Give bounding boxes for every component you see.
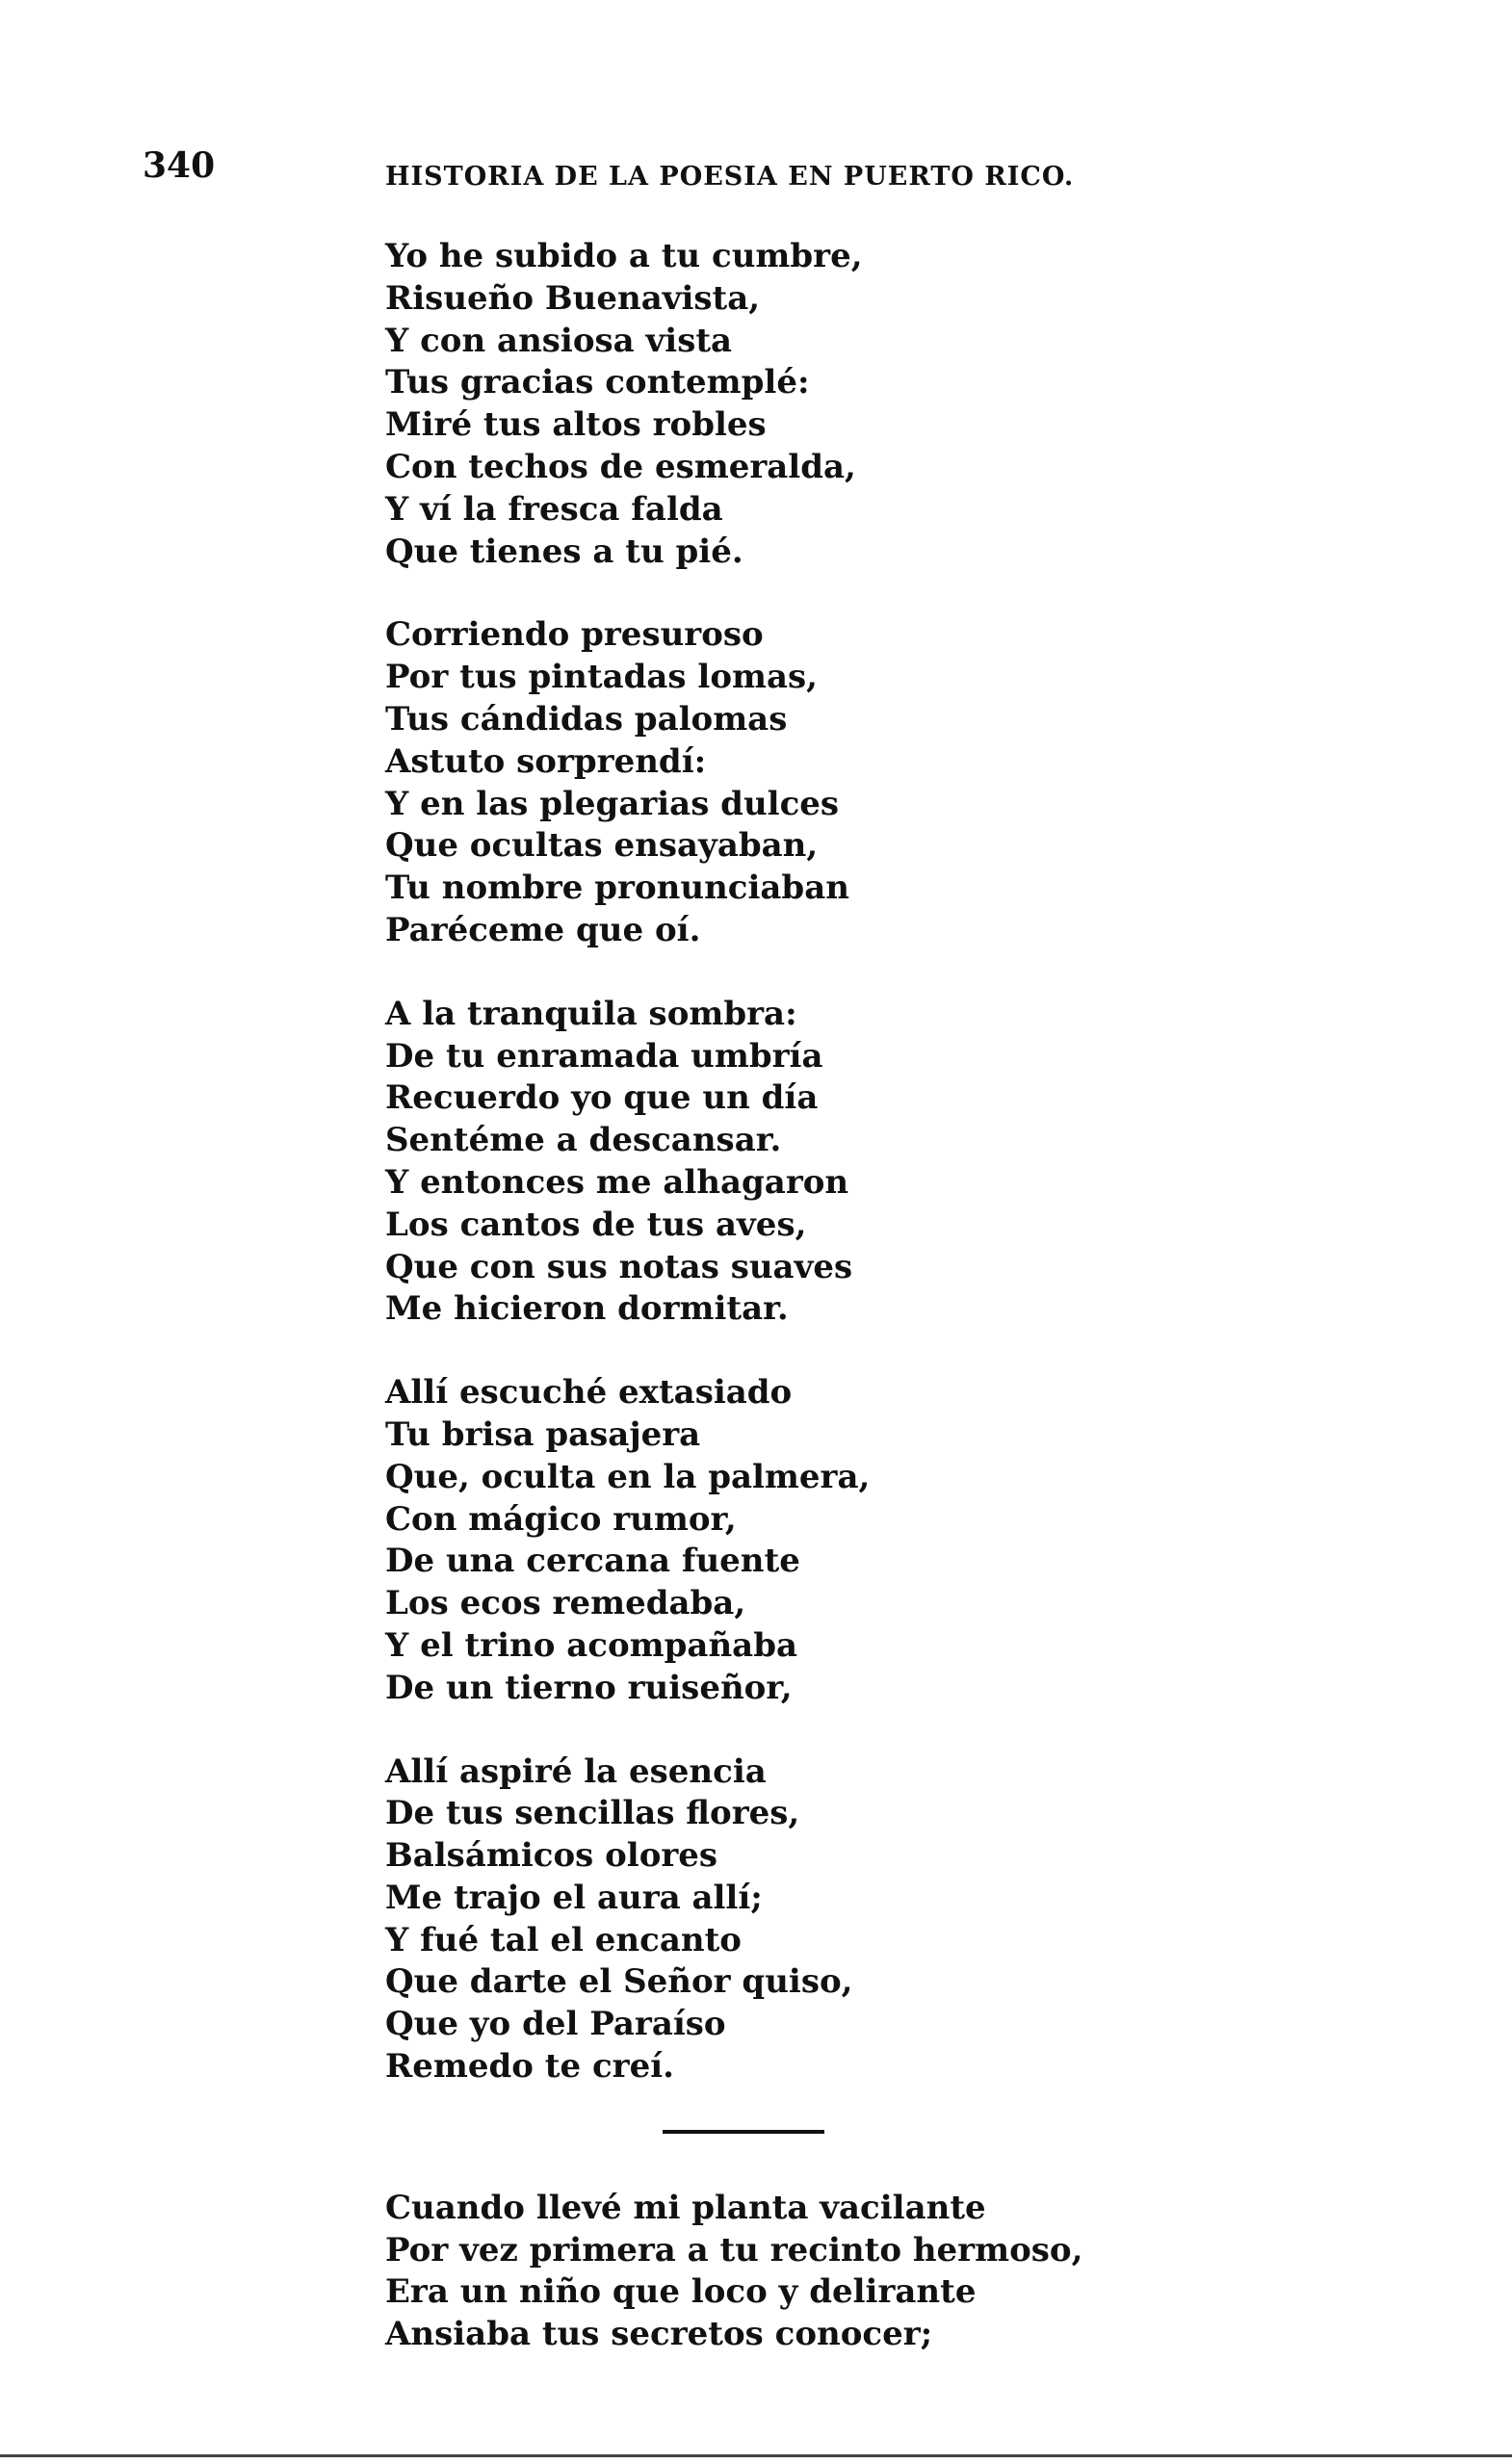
- poem-line: Que tienes a tu pié.: [385, 532, 743, 571]
- poem-line: Que yo del Paraíso: [385, 2005, 726, 2044]
- running-head: HISTORIA DE LA POESIA EN PUERTO RICO.: [385, 162, 1075, 192]
- section-separator: [663, 2130, 824, 2134]
- stanza-5: [385, 1751, 1348, 2088]
- poem-line: Me hicieron dormitar.: [385, 1289, 789, 1329]
- page-bottom-edge: [0, 2454, 1512, 2457]
- poem-line: Y con ansiosa vista: [385, 321, 733, 360]
- poem-line: Recuerdo yo que un día: [385, 1078, 819, 1118]
- poem-line: Que con sus notas suaves: [385, 1247, 853, 1286]
- stanza-1: [385, 236, 1348, 573]
- poem-line: Que, oculta en la palmera,: [385, 1457, 871, 1496]
- poem-line: Era un niño que loco y delirante: [385, 2272, 977, 2312]
- poem-line: De tu enramada umbría: [385, 1036, 823, 1076]
- poem-line: Y entonces me alhagaron: [385, 1162, 849, 1202]
- poem-line: Tus cándidas palomas: [385, 699, 788, 739]
- poem-line: Y el trino acompañaba: [385, 1625, 798, 1665]
- stanza-3: [385, 994, 1348, 1331]
- poem-line: Tu nombre pronunciaban: [385, 869, 849, 908]
- poem-line: Los ecos remedaba,: [385, 1584, 746, 1623]
- stanza-4: [385, 1372, 1348, 1709]
- poem-line: De un tierno ruiseñor,: [385, 1668, 793, 1707]
- stanza-2: [385, 614, 1348, 951]
- poem-line: Balsámicos olores: [385, 1836, 718, 1876]
- poem-line: Sentéme a descansar.: [385, 1121, 782, 1160]
- poem-line: Con techos de esmeralda,: [385, 447, 856, 486]
- poem-line: Por tus pintadas lomas,: [385, 658, 818, 697]
- poem-line: Y ví la fresca falda: [385, 489, 723, 529]
- poem-line: Risueño Buenavista,: [385, 278, 761, 318]
- poem-line: Corriendo presuroso: [385, 615, 764, 655]
- poem-line: Remedo te creí.: [385, 2047, 674, 2087]
- poem-line: A la tranquila sombra:: [385, 994, 797, 1033]
- page-number: 340: [143, 145, 216, 186]
- stanza-6: [385, 2188, 1348, 2356]
- poem-line: Y en las plegarias dulces: [385, 784, 840, 823]
- poem-line: Por vez primera a tu recinto hermoso,: [385, 2230, 1083, 2269]
- poem-line: Ansiaba tus secretos conocer;: [385, 2315, 933, 2354]
- poem-line: Con mágico rumor,: [385, 1499, 737, 1539]
- poem-line: Me trajo el aura allí;: [385, 1878, 763, 1917]
- poem-line: De una cercana fuente: [385, 1542, 800, 1581]
- poem-line: Que ocultas ensayaban,: [385, 826, 819, 866]
- poem-line: De tus sencillas flores,: [385, 1794, 800, 1833]
- poem-line: Yo he subido a tu cumbre,: [385, 237, 863, 275]
- poem-line: Paréceme que oí.: [385, 910, 701, 949]
- poem-line: Tus gracias contemplé:: [385, 363, 810, 402]
- poem-line: Tu brisa pasajera: [385, 1414, 701, 1454]
- poem-line: Cuando llevé mi planta vacilante: [385, 2188, 986, 2227]
- poem-line: Miré tus altos robles: [385, 405, 767, 445]
- poem-line: Allí escuché extasiado: [385, 1373, 793, 1413]
- poem-line: Astuto sorprendí:: [385, 741, 707, 781]
- poem-line: Y fué tal el encanto: [385, 1920, 742, 1959]
- poem-line: Que darte el Señor quiso,: [385, 1962, 853, 2002]
- poem-line: Allí aspiré la esencia: [385, 1751, 767, 1791]
- poem-line: Los cantos de tus aves,: [385, 1205, 807, 1244]
- poem: [385, 236, 1348, 2398]
